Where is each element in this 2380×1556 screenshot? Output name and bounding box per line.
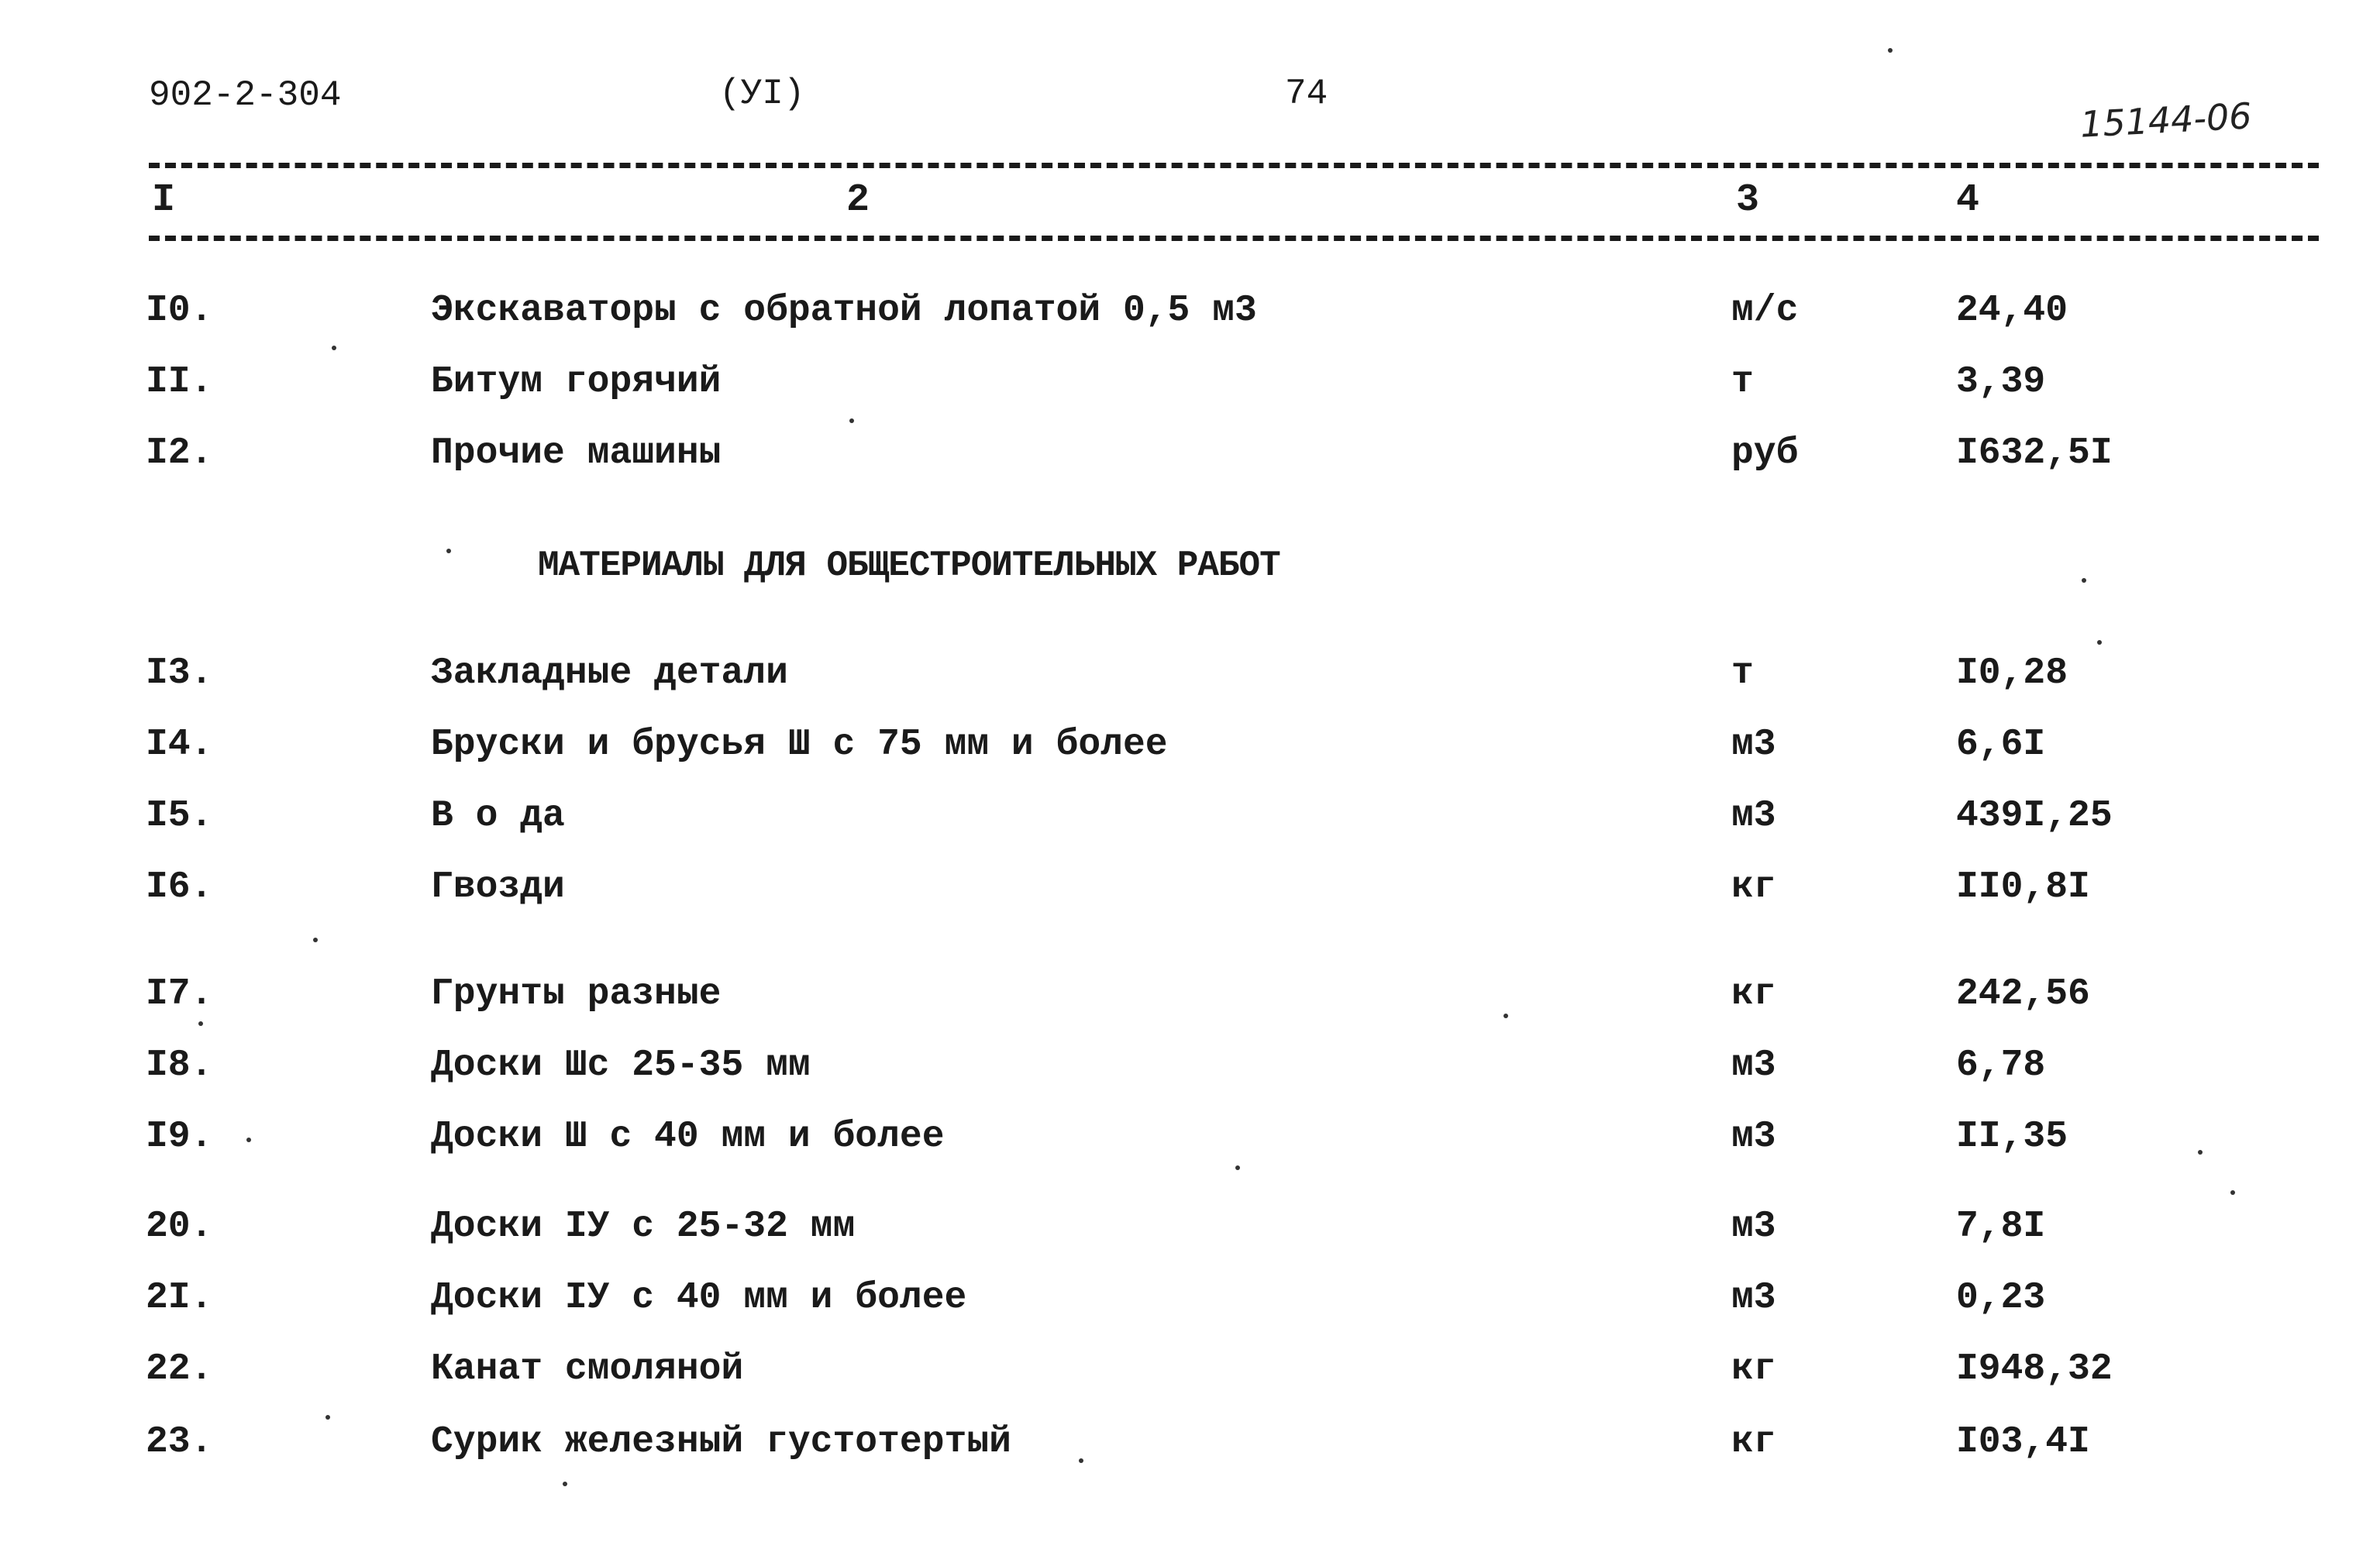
table-row: [0, 1038, 2380, 1093]
scan-speck: [1503, 1014, 1508, 1018]
row-number: I4.: [146, 724, 213, 766]
row-number: I3.: [146, 652, 213, 694]
section-heading: МАТЕРИАЛЫ ДЛЯ ОБЩЕСТРОИТЕЛЬНЫХ РАБОТ: [538, 546, 1280, 586]
row-unit: м3: [1731, 724, 1776, 766]
row-name: В о да: [431, 795, 565, 837]
row-number: 20.: [146, 1206, 213, 1248]
table-row: [0, 1342, 2380, 1396]
table-row: [0, 789, 2380, 843]
row-name: Доски Ш с 40 мм и более: [431, 1116, 945, 1158]
table-row: [0, 1200, 2380, 1254]
row-quantity: 24,40: [1956, 290, 2068, 332]
scan-speck: [563, 1482, 567, 1486]
scan-speck: [198, 1021, 203, 1026]
table-row: [0, 646, 2380, 701]
table-row: [0, 1271, 2380, 1325]
row-number: 22.: [146, 1348, 213, 1390]
document-code: 902-2-304: [149, 75, 342, 115]
row-quantity: II,35: [1956, 1116, 2068, 1158]
row-quantity: 439I,25: [1956, 795, 2113, 837]
row-number: I8.: [146, 1045, 213, 1086]
row-name: Бруски и брусья Ш с 75 мм и более: [431, 724, 1168, 766]
table-rule-bottom: [149, 236, 2319, 241]
row-quantity: II0,8I: [1956, 866, 2090, 908]
row-quantity: 6,6I: [1956, 724, 2046, 766]
row-unit: кг: [1731, 1421, 1776, 1463]
scan-speck: [446, 549, 451, 553]
row-name: Гвозди: [431, 866, 565, 908]
row-quantity: 0,23: [1956, 1277, 2046, 1319]
row-number: 2I.: [146, 1277, 213, 1319]
row-name: Экскаваторы с обратной лопатой 0,5 м3: [431, 290, 1257, 332]
row-quantity: 242,56: [1956, 973, 2090, 1015]
scan-speck: [2097, 640, 2102, 645]
row-quantity: 7,8I: [1956, 1206, 2046, 1248]
scan-speck: [2198, 1150, 2203, 1155]
row-unit: т: [1731, 361, 1754, 403]
row-number: I7.: [146, 973, 213, 1015]
scan-speck: [2230, 1190, 2235, 1195]
table-row: [0, 284, 2380, 338]
row-quantity: I632,5I: [1956, 432, 2113, 474]
column-header-2: 2: [846, 178, 870, 222]
scan-speck: [332, 346, 336, 350]
row-unit: м/с: [1731, 290, 1799, 332]
scan-speck: [246, 1138, 251, 1142]
row-name: Канат смоляной: [431, 1348, 744, 1390]
scan-speck: [313, 938, 318, 942]
row-name: Прочие машины: [431, 432, 722, 474]
row-quantity: I948,32: [1956, 1348, 2113, 1390]
row-quantity: I0,28: [1956, 652, 2068, 694]
row-name: Закладные детали: [431, 652, 788, 694]
scan-speck: [1079, 1458, 1083, 1463]
row-unit: кг: [1731, 1348, 1776, 1390]
scan-speck: [1888, 48, 1893, 53]
table-row: [0, 860, 2380, 914]
row-name: Доски IУ с 25-32 мм: [431, 1206, 856, 1248]
row-quantity: 6,78: [1956, 1045, 2046, 1086]
row-unit: т: [1731, 652, 1754, 694]
row-unit: м3: [1731, 1045, 1776, 1086]
row-number: I2.: [146, 432, 213, 474]
table-row: [0, 718, 2380, 772]
row-name: Доски Шс 25-35 мм: [431, 1045, 811, 1086]
row-unit: м3: [1731, 1116, 1776, 1158]
page-number: 74: [1285, 74, 1328, 114]
document-variant: (УI): [719, 74, 805, 114]
table-row: [0, 967, 2380, 1021]
column-header-4: 4: [1956, 178, 1980, 222]
row-unit: м3: [1731, 1206, 1776, 1248]
row-unit: м3: [1731, 1277, 1776, 1319]
row-number: I0.: [146, 290, 213, 332]
row-quantity: 3,39: [1956, 361, 2046, 403]
inventory-number: 15144-06: [2079, 95, 2253, 146]
column-header-1: I: [152, 178, 176, 222]
row-unit: кг: [1731, 973, 1776, 1015]
row-number: I6.: [146, 866, 213, 908]
row-name: Сурик железный густотертый: [431, 1421, 1011, 1463]
scan-speck: [325, 1415, 330, 1420]
scan-speck: [1235, 1165, 1240, 1170]
row-unit: м3: [1731, 795, 1776, 837]
row-number: 23.: [146, 1421, 213, 1463]
row-name: Грунты разные: [431, 973, 722, 1015]
scan-speck: [849, 418, 854, 423]
table-row: [0, 1415, 2380, 1469]
row-unit: руб: [1731, 432, 1799, 474]
scan-speck: [2082, 578, 2086, 583]
table-row: [0, 1110, 2380, 1164]
row-number: I5.: [146, 795, 213, 837]
row-quantity: I03,4I: [1956, 1421, 2090, 1463]
row-name: Доски IУ с 40 мм и более: [431, 1277, 967, 1319]
row-unit: кг: [1731, 866, 1776, 908]
row-number: I9.: [146, 1116, 213, 1158]
table-rule-top: [149, 163, 2319, 168]
column-header-3: 3: [1736, 178, 1760, 222]
row-name: Битум горячий: [431, 361, 722, 403]
table-row: [0, 355, 2380, 409]
table-row: [0, 426, 2380, 480]
row-number: II.: [146, 361, 213, 403]
